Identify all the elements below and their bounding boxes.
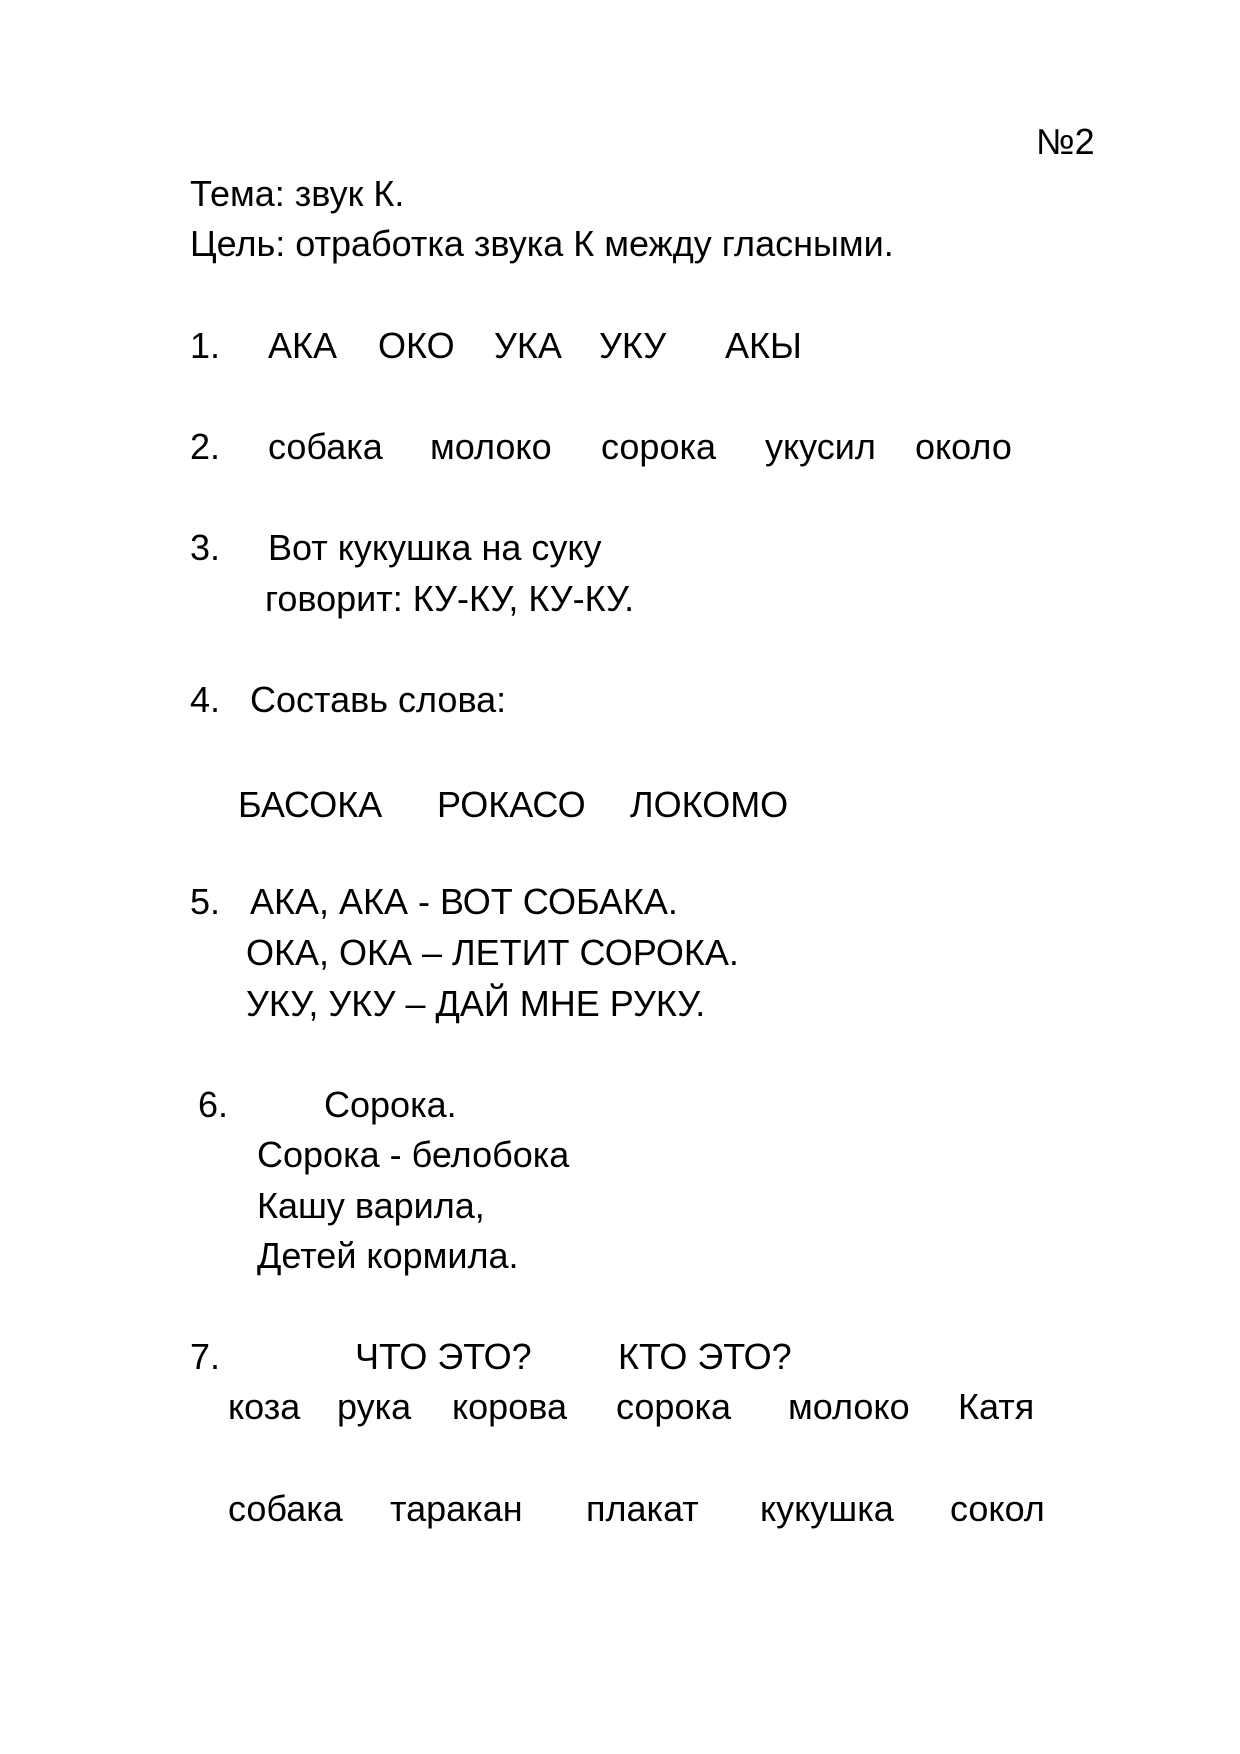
page-number: №2 <box>1036 121 1095 162</box>
exercise-number: 7. <box>190 1336 221 1377</box>
word: сорока <box>616 1386 732 1427</box>
scrambled-word: ЛОКОМО <box>630 784 789 825</box>
topic-line: Тема: звук К. <box>190 173 405 214</box>
rhyme-line: Вот кукушка на суку <box>268 527 602 568</box>
word: молоко <box>788 1386 910 1427</box>
word: около <box>915 426 1012 467</box>
syllable: АКА <box>268 325 337 366</box>
exercise-number: 1. <box>190 325 221 366</box>
word: кукушка <box>760 1488 894 1529</box>
poem-title: Сорока. <box>324 1084 457 1125</box>
word: сокол <box>950 1488 1045 1529</box>
poem-line: Сорока - белобока <box>257 1134 570 1175</box>
exercise-number: 3. <box>190 527 221 568</box>
column-header-who: КТО ЭТО? <box>618 1336 792 1377</box>
word: таракан <box>390 1488 523 1529</box>
syllable: УКА <box>494 325 562 366</box>
scrambled-word: БАСОКА <box>238 784 383 825</box>
word: корова <box>452 1386 567 1427</box>
rhyme-line: АКА, АКА - ВОТ СОБАКА. <box>250 881 678 922</box>
exercise-title: Составь слова: <box>250 679 507 720</box>
column-header-what: ЧТО ЭТО? <box>355 1336 532 1377</box>
word: собака <box>268 426 383 467</box>
rhyme-line: ОКА, ОКА – ЛЕТИТ СОРОКА. <box>246 932 739 973</box>
goal-line: Цель: отработка звука К между гласными. <box>190 223 894 264</box>
word: сорока <box>601 426 717 467</box>
word: собака <box>228 1488 343 1529</box>
word: молоко <box>430 426 552 467</box>
word: коза <box>228 1386 301 1427</box>
word: плакат <box>586 1488 699 1529</box>
exercise-number: 5. <box>190 881 221 922</box>
exercise-number: 6. <box>198 1084 229 1125</box>
syllable: ОКО <box>378 325 455 366</box>
scrambled-word: РОКАСО <box>437 784 586 825</box>
exercise-number: 2. <box>190 426 221 467</box>
poem-line: Детей кормила. <box>257 1235 519 1276</box>
syllable: УКУ <box>599 325 667 366</box>
word: укусил <box>765 426 876 467</box>
word: рука <box>337 1386 412 1427</box>
rhyme-line: УКУ, УКУ – ДАЙ МНЕ РУКУ. <box>246 983 706 1024</box>
exercise-number: 4. <box>190 679 221 720</box>
poem-line: Кашу варила, <box>257 1185 485 1226</box>
word: Катя <box>958 1386 1035 1427</box>
syllable: АКЫ <box>725 325 802 366</box>
rhyme-line: говорит: КУ-КУ, КУ-КУ. <box>265 578 635 619</box>
